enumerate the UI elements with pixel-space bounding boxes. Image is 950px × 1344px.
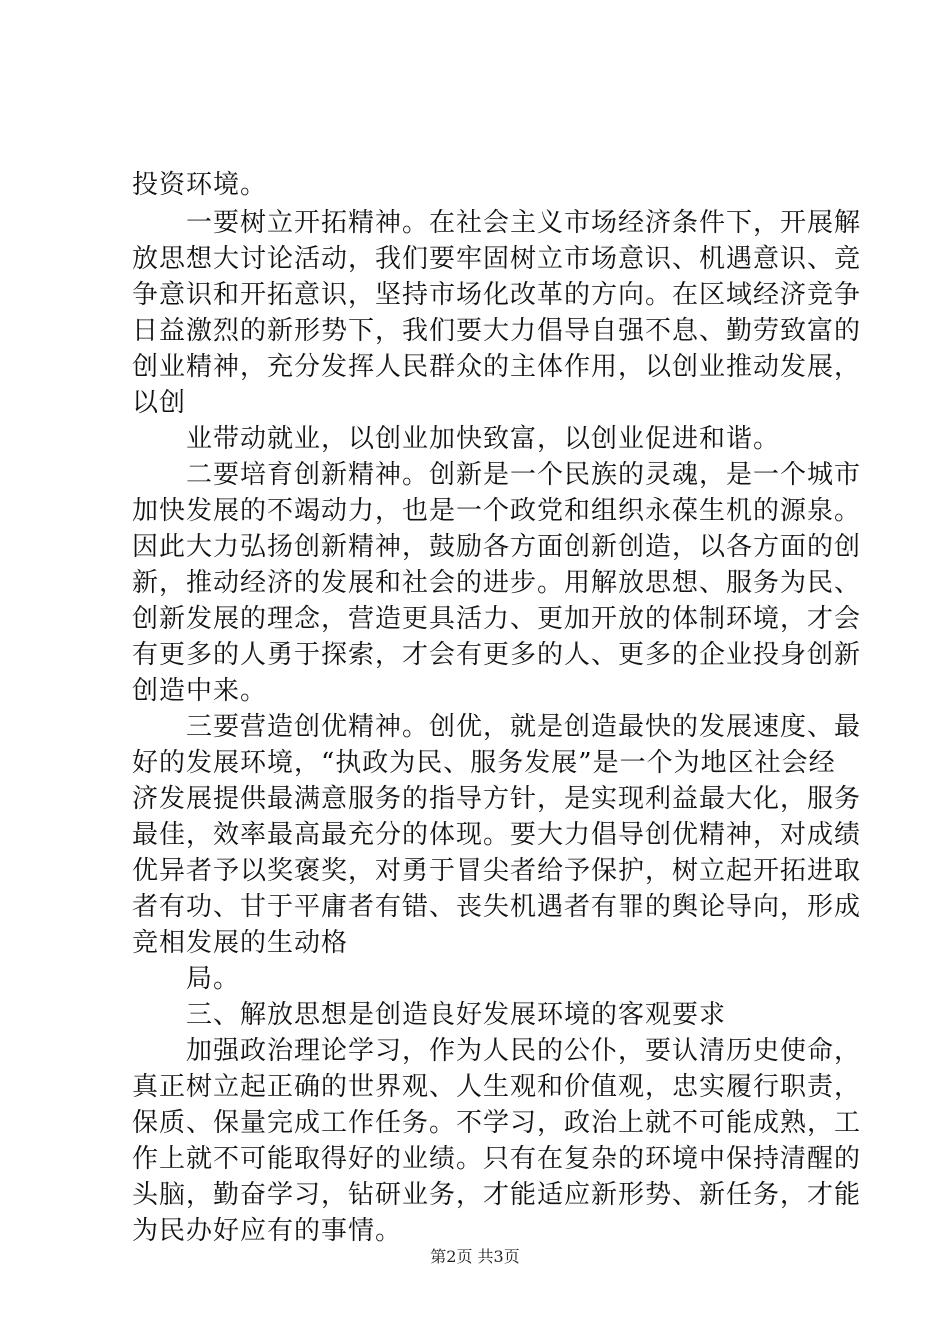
page-footer: 第2页 共3页: [430, 1247, 520, 1266]
text-line: 三要营造创优精神。创优，就是创造最快的发展速度、最: [132, 712, 862, 742]
text-line: 以创: [132, 388, 187, 418]
text-line: 保质、保量完成工作任务。不学习，政治上就不可能成熟，工: [132, 1108, 862, 1138]
text-line: 创造中来。: [132, 676, 268, 706]
text-line: 加快发展的不竭动力，也是一个政党和组织永葆生机的源泉。: [132, 496, 862, 526]
text-line: 作上就不可能取得好的业绩。只有在复杂的环境中保持清醒的: [132, 1144, 862, 1174]
text-line: 三、解放思想是创造良好发展环境的客观要求: [132, 1000, 727, 1030]
text-line: 有更多的人勇于探索，才会有更多的人、更多的企业投身创新: [132, 640, 862, 670]
text-line: 日益激烈的新形势下，我们要大力倡导自强不息、勤劳致富的: [132, 316, 862, 346]
text-line: 为民办好应有的事情。: [132, 1216, 403, 1246]
text-line: 优异者予以奖褒奖，对勇于冒尖者给予保护，树立起开拓进取: [132, 856, 862, 886]
text-line: 争意识和开拓意识，坚持市场化改革的方向。在区域经济竞争: [132, 280, 862, 310]
text-line: 局。: [132, 964, 241, 994]
text-line: 二要培育创新精神。创新是一个民族的灵魂，是一个城市: [132, 460, 862, 490]
text-line: 头脑，勤奋学习，钻研业务，才能适应新形势、新任务，才能: [132, 1180, 862, 1210]
text-line: 业带动就业，以创业加快致富，以创业促进和谐。: [132, 424, 781, 454]
text-line: 新，推动经济的发展和社会的进步。用解放思想、服务为民、: [132, 568, 862, 598]
text-line: 竞相发展的生动格: [132, 928, 349, 958]
text-line: 者有功、甘于平庸者有错、丧失机遇者有罪的舆论导向，形成: [132, 892, 862, 922]
text-line: 投资环境。: [132, 170, 268, 200]
text-line: 好的发展环境，“执政为民、服务发展”是一个为地区社会经: [132, 748, 836, 778]
text-line: 创业精神，充分发挥人民群众的主体作用，以创业推动发展，: [132, 352, 862, 382]
text-line: 最佳，效率最高最充分的体现。要大力倡导创优精神，对成绩: [132, 820, 862, 850]
text-line: 真正树立起正确的世界观、人生观和价值观，忠实履行职责，: [132, 1072, 862, 1102]
text-line: 一要树立开拓精神。在社会主义市场经济条件下，开展解: [132, 208, 862, 238]
text-line: 放思想大讨论活动，我们要牢固树立市场意识、机遇意识、竞: [132, 244, 862, 274]
text-line: 济发展提供最满意服务的指导方针，是实现利益最大化，服务: [132, 784, 862, 814]
text-line: 因此大力弘扬创新精神，鼓励各方面创新创造，以各方面的创: [132, 532, 862, 562]
text-line: 创新发展的理念，营造更具活力、更加开放的体制环境，才会: [132, 604, 862, 634]
text-line: 加强政治理论学习，作为人民的公仆，要认清历史使命，: [132, 1036, 862, 1066]
